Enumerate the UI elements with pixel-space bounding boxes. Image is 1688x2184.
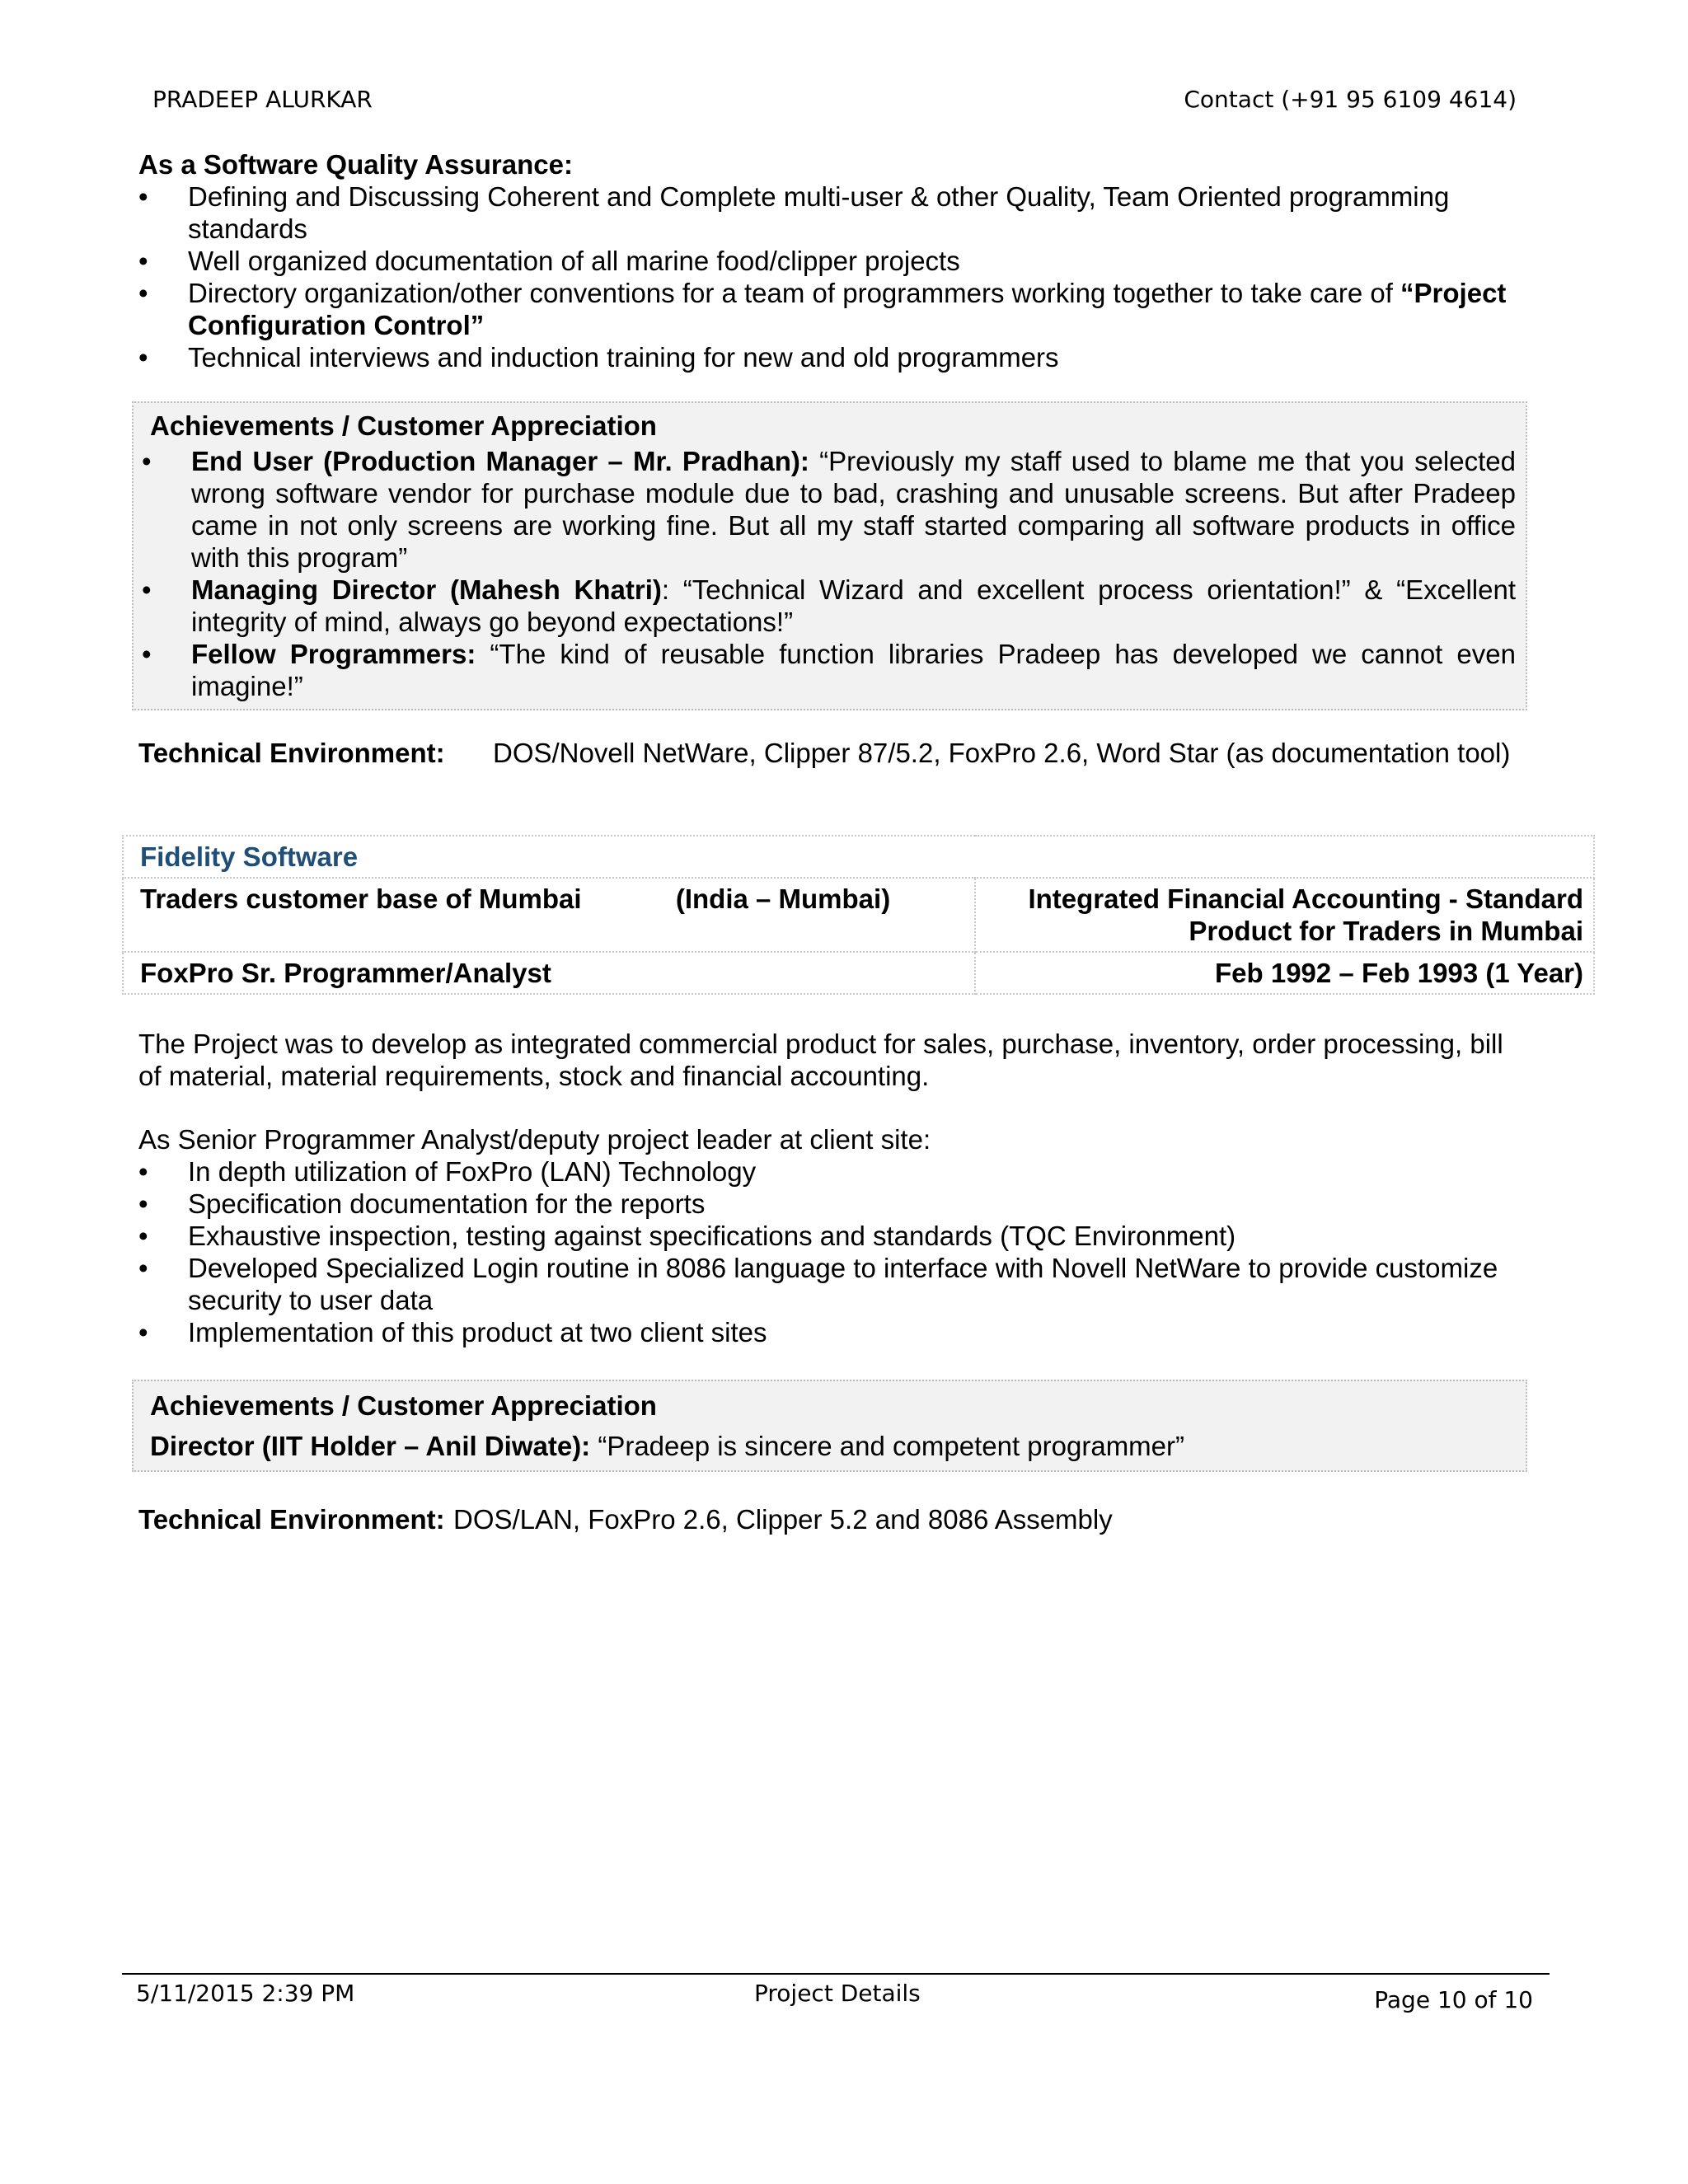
header-name: PRADEEP ALURKAR: [152, 86, 373, 113]
project-description: The Project was to develop as integrated commercial product for sales, purchase, inventory, order processing, bill of material, material requirements, stock and financial accounting.: [138, 1029, 1503, 1091]
achievements-title: Achievements / Customer Appreciation: [150, 1390, 657, 1421]
company-name: Fidelity Software: [123, 836, 1594, 878]
env-label: Technical Environment:: [138, 738, 445, 768]
role-title: FoxPro Sr. Programmer/Analyst: [123, 952, 975, 994]
footer-divider: [122, 1973, 1550, 1975]
footer-datetime: 5/11/2015 2:39 PM: [136, 1980, 355, 2007]
project-duties-list: [138, 1155, 1527, 1348]
role-period: Feb 1992 – Feb 1993 (1 Year): [975, 952, 1594, 994]
list-item: • Managing Director (Mahesh Khatri): “Technical Wizard and excellent process orientation!” & “Excellent integrity of mind, always go beyond expectations!”: [142, 574, 1516, 638]
client-name: Traders customer base of Mumbai: [140, 883, 582, 914]
project-config-control: “Project Configuration Control”: [188, 278, 1507, 340]
page-footer: [136, 1980, 1533, 2013]
list-item: • Fellow Programmers: “The kind of reusable function libraries Pradeep has developed we cannot even imagine!”: [142, 638, 1516, 702]
list-item: • Implementation of this product at two client sites: [138, 1316, 1527, 1348]
page-header: [152, 86, 1517, 119]
footer-section: Project Details: [754, 1980, 921, 2007]
list-item: • Specification documentation for the reports: [138, 1188, 1527, 1220]
env-value: DOS/LAN, FoxPro 2.6, Clipper 5.2 and 8086 Assembly: [453, 1504, 1113, 1535]
client-location: (India – Mumbai): [675, 883, 891, 914]
achievements-box-1: [132, 401, 1527, 710]
appreciation-quote: Director (IIT Holder – Anil Diwate): “Pradeep is sincere and competent programmer”: [150, 1431, 1184, 1461]
env-label: Technical Environment:: [138, 1504, 445, 1535]
client-cell: [123, 878, 975, 952]
qa-list: [138, 180, 1527, 373]
list-item: • Well organized documentation of all marine food/clipper projects: [138, 245, 1527, 277]
list-item: • Developed Specialized Login routine in 8086 language to interface with Novell NetWare to provide customize security to user data: [138, 1252, 1527, 1316]
product-name: Integrated Financial Accounting - Standard Product for Traders in Mumbai: [975, 878, 1594, 952]
list-item: • Defining and Discussing Coherent and Complete multi-user & other Quality, Team Oriented programming standards: [138, 180, 1527, 245]
list-item: • Directory organization/other conventions for a team of programmers working together to take care of “Project Configuration Control”: [138, 277, 1527, 341]
list-item: • Exhaustive inspection, testing against specifications and standards (TQC Environment): [138, 1220, 1527, 1252]
achievements-box-2: [132, 1380, 1527, 1472]
company-table: [122, 835, 1595, 995]
list-item: • End User (Production Manager – Mr. Pradhan): “Previously my staff used to blame me that you selected wrong software vendor for purchase module due to bad, crashing and unusable screens. But after Pradeep came in not only screens are working fine. But all my staff started comparing all software products in office with this program”: [142, 445, 1516, 574]
main-content: [138, 148, 1583, 1535]
footer-page-number: Page 10 of 10: [1374, 1986, 1533, 2013]
achievements-list: [142, 445, 1516, 702]
technical-environment-2: [138, 1503, 1527, 1535]
technical-environment-1: [138, 737, 1527, 769]
qa-heading: As a Software Quality Assurance:: [138, 149, 573, 180]
list-item: • In depth utilization of FoxPro (LAN) Technology: [138, 1155, 1527, 1188]
list-item: • Technical interviews and induction training for new and old programmers: [138, 341, 1527, 373]
header-contact: Contact (+91 95 6109 4614): [1184, 86, 1517, 113]
role-intro: As Senior Programmer Analyst/deputy project leader at client site:: [138, 1124, 931, 1155]
env-value: DOS/Novell NetWare, Clipper 87/5.2, FoxPro 2.6, Word Star (as documentation tool): [493, 738, 1511, 768]
achievements-title: Achievements / Customer Appreciation: [150, 410, 657, 441]
